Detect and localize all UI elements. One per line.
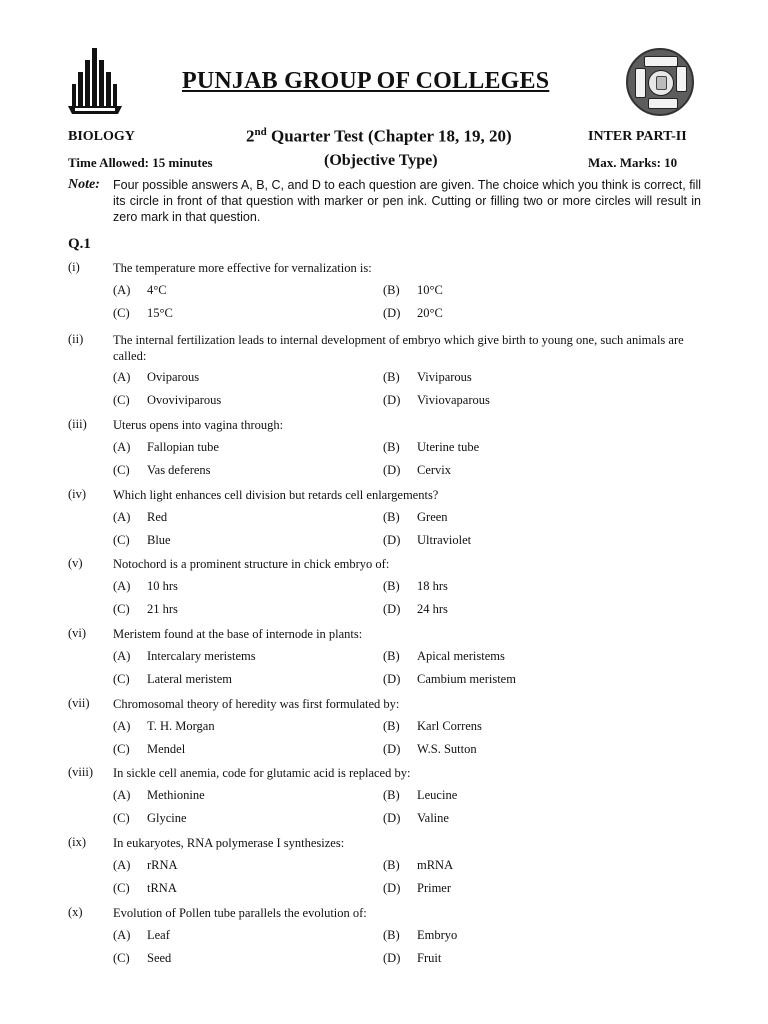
option-text: rRNA <box>147 858 178 872</box>
question-number: (ix) <box>68 835 87 849</box>
option-text: Fallopian tube <box>147 440 219 454</box>
option-letter: (C) <box>113 533 130 547</box>
option-letter: (A) <box>113 440 131 454</box>
option-letter: (C) <box>113 811 130 825</box>
question-text: The temperature more effective for vernalization is: <box>113 261 372 275</box>
question-number: (iii) <box>68 417 87 431</box>
option-text: Lateral meristem <box>147 672 233 686</box>
option-letter: (C) <box>113 951 130 965</box>
option-text: Karl Correns <box>417 719 482 733</box>
option-text: Blue <box>147 533 171 547</box>
option-letter: (D) <box>383 602 401 616</box>
option-text: Uterine tube <box>417 440 480 454</box>
option-letter: (C) <box>113 463 130 477</box>
option-text: W.S. Sutton <box>417 742 477 756</box>
option-text: Ovoviviparous <box>147 393 222 407</box>
option-letter: (B) <box>383 440 400 454</box>
option-text: Cambium meristem <box>417 672 516 686</box>
option-text: Viviparous <box>417 370 472 384</box>
question-text: In sickle cell anemia, code for glutamic acid is replaced by: <box>113 766 411 780</box>
section-label: Q.1 <box>68 236 91 252</box>
option-text: Mendel <box>147 742 186 756</box>
option-text: Red <box>147 510 168 524</box>
option-text: Ultraviolet <box>417 533 472 547</box>
question-text: Notochord is a prominent structure in chick embryo of: <box>113 557 390 571</box>
option-text: 15°C <box>147 306 173 320</box>
question-number: (iv) <box>68 487 87 501</box>
option-text: 4°C <box>147 283 167 297</box>
option-text: Primer <box>417 881 452 895</box>
option-letter: (D) <box>383 533 401 547</box>
option-letter: (D) <box>383 672 401 686</box>
note-label: Note: <box>68 177 100 192</box>
note-text: Four possible answers A, B, C, and D to each question are given. The choice which you think is correct, fill its circle in front of that question with marker or pen ink. Cutting or filling two or more circles will result in zero mark in that question. <box>113 178 701 224</box>
option-letter: (C) <box>113 602 130 616</box>
option-text: Leucine <box>417 788 458 802</box>
option-text: Apical meristems <box>417 649 505 663</box>
option-text: Embryo <box>417 928 458 942</box>
option-letter: (B) <box>383 858 400 872</box>
question-text: Evolution of Pollen tube parallels the evolution of: <box>113 906 367 920</box>
option-text: Green <box>417 510 448 524</box>
option-letter: (A) <box>113 510 131 524</box>
test-ordinal: 2 <box>246 126 255 146</box>
college-seal-icon <box>626 48 694 116</box>
option-letter: (B) <box>383 370 400 384</box>
page-title: PUNJAB GROUP OF COLLEGES <box>182 68 550 94</box>
option-text: 20°C <box>417 306 443 320</box>
option-letter: (D) <box>383 306 401 320</box>
test-ordinal-suffix: nd <box>254 126 267 138</box>
question-text: Meristem found at the base of internode in plants: <box>113 627 363 641</box>
option-letter: (B) <box>383 579 400 593</box>
option-text: Viviovaparous <box>417 393 490 407</box>
option-letter: (D) <box>383 393 401 407</box>
option-letter: (B) <box>383 649 400 663</box>
option-text: tRNA <box>147 881 177 895</box>
option-letter: (D) <box>383 742 401 756</box>
subject-label: BIOLOGY <box>68 129 135 144</box>
option-text: 10 hrs <box>147 579 178 593</box>
question-number: (x) <box>68 905 83 919</box>
question-number: (ii) <box>68 332 84 346</box>
option-text: Oviparous <box>147 370 200 384</box>
option-text: Valine <box>417 811 449 825</box>
part-label: INTER PART-II <box>588 129 687 144</box>
option-text: 24 hrs <box>417 602 448 616</box>
question-text: The internal fertilization leads to internal development of embryo which give birth to young one, such animals are called: <box>113 333 684 363</box>
option-letter: (A) <box>113 788 131 802</box>
question-number: (viii) <box>68 765 93 779</box>
question-text: Uterus opens into vagina through: <box>113 418 284 432</box>
option-letter: (A) <box>113 283 131 297</box>
option-text: 10°C <box>417 283 443 297</box>
option-text: Intercalary meristems <box>147 649 256 663</box>
option-text: 18 hrs <box>417 579 448 593</box>
question-number: (vii) <box>68 696 90 710</box>
option-letter: (A) <box>113 649 131 663</box>
option-text: T. H. Morgan <box>147 719 215 733</box>
option-letter: (B) <box>383 283 400 297</box>
option-letter: (C) <box>113 672 130 686</box>
option-text: Methionine <box>147 788 205 802</box>
option-letter: (C) <box>113 393 130 407</box>
option-text: Leaf <box>147 928 170 942</box>
option-letter: (C) <box>113 881 130 895</box>
question-number: (v) <box>68 556 83 570</box>
option-letter: (A) <box>113 370 131 384</box>
option-letter: (B) <box>383 788 400 802</box>
option-letter: (B) <box>383 510 400 524</box>
question-number: (vi) <box>68 626 87 640</box>
option-text: 21 hrs <box>147 602 178 616</box>
option-text: Vas deferens <box>147 463 211 477</box>
option-letter: (A) <box>113 579 131 593</box>
question-text: Chromosomal theory of heredity was first formulated by: <box>113 697 400 711</box>
option-text: mRNA <box>417 858 454 872</box>
option-letter: (A) <box>113 858 131 872</box>
option-text: Fruit <box>417 951 442 965</box>
college-logo-icon <box>66 46 124 116</box>
question-text: In eukaryotes, RNA polymerase I synthesizes: <box>113 836 345 850</box>
option-letter: (B) <box>383 928 400 942</box>
time-allowed: Time Allowed: 15 minutes <box>68 155 213 170</box>
question-text: Which light enhances cell division but retards cell enlargements? <box>113 488 439 502</box>
option-letter: (A) <box>113 928 131 942</box>
option-text: Seed <box>147 951 172 965</box>
test-type: (Objective Type) <box>324 152 438 169</box>
test-title <box>246 126 512 147</box>
option-letter: (D) <box>383 811 401 825</box>
option-letter: (A) <box>113 719 131 733</box>
question-number: (i) <box>68 260 80 274</box>
max-marks: Max. Marks: 10 <box>588 155 678 170</box>
option-letter: (C) <box>113 742 130 756</box>
option-text: Glycine <box>147 811 187 825</box>
option-letter: (D) <box>383 463 401 477</box>
test-title-rest: Quarter Test (Chapter 18, 19, 20) <box>266 126 512 146</box>
option-text: Cervix <box>417 463 452 477</box>
option-letter: (D) <box>383 951 401 965</box>
option-letter: (B) <box>383 719 400 733</box>
option-letter: (D) <box>383 881 401 895</box>
option-letter: (C) <box>113 306 130 320</box>
